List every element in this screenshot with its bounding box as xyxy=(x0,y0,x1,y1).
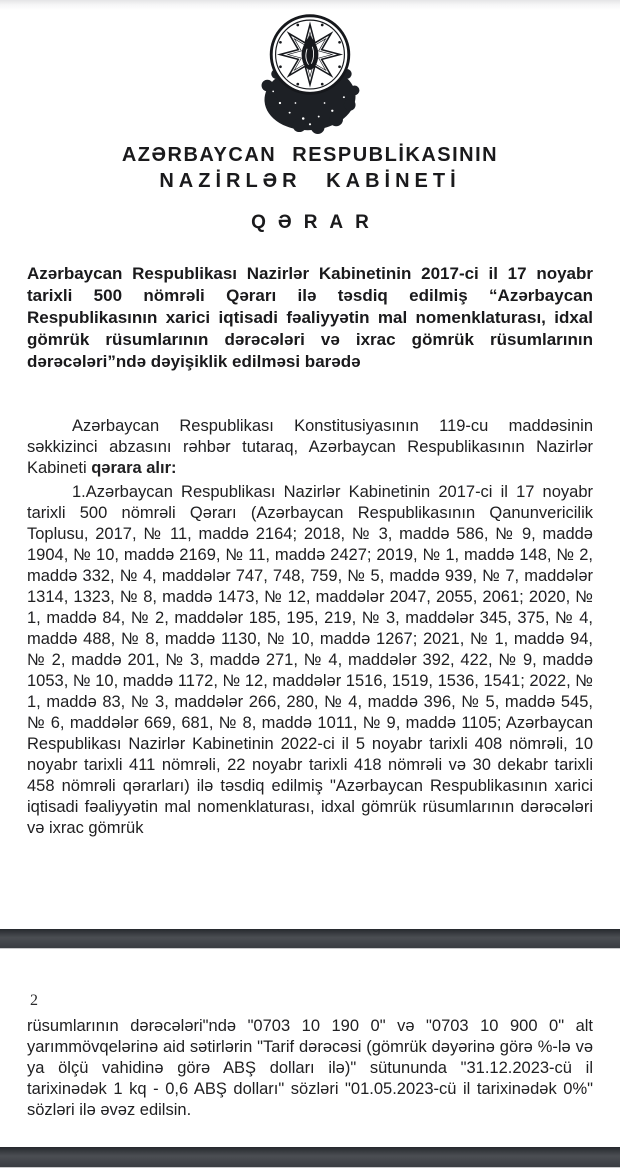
page-separator xyxy=(0,929,620,949)
item-1-continuation-paragraph: rüsumlarının dərəcələri"ndə "0703 10 190 0" və "0703 10 900 0" alt yarımmövqelərinə aid sətirlərin "Tarif dərəcəsi (gömrük dəyərinə görə %-lə və ya ölçü vahidinə görə ABŞ dolları ilə)" sütununda "31.12.2023-cü il tarixinədək 1 kq - 0,6 ABŞ dolları" sözləri "01.05.2023-cü il tarixinədək 0%" sözləri ilə əvəz edilsin. xyxy=(27,1017,593,1119)
page-separator-bottom xyxy=(0,1147,620,1168)
org-name-line1: AZƏRBAYCAN RESPUBLİKASININ xyxy=(121,144,499,166)
document-title: Azərbaycan Respublikası Nazirlər Kabinetinin 2017-ci il 17 noyabr tarixli 500 nömrəli Qərarı ilə təsdiq edilmiş “Azərbaycan Respublikasının xarici iqtisadi fəaliyyətin mal nomenklaturası, idxal gömrük rüsumlarının dərəcələri və ixrac gömrük rüsumlarının dərəcələri”ndə dəyişiklik edilməsi barədə xyxy=(27,264,593,371)
org-name-line2: NAZİRLƏR KABİNETİ xyxy=(159,170,461,192)
preamble-paragraph xyxy=(27,416,593,479)
page-number: 2 xyxy=(30,992,38,1009)
preamble-decision-phrase: qərara alır: xyxy=(91,459,177,477)
document-type-heading: QƏRAR xyxy=(251,212,381,233)
preamble-text: Azərbaycan Respublikası Konstitusiyasının 119-cu maddəsinin səkkizinci abzasını rəhbər tutaraq, Azərbaycan Respublikasının Nazirlər Kabineti xyxy=(27,417,593,477)
state-emblem-graphic xyxy=(256,8,364,134)
azerbaijan-state-emblem-icon xyxy=(256,8,364,134)
item-1-paragraph: 1.Azərbaycan Respublikası Nazirlər Kabinetinin 2017-ci il 17 noyabr tarixli 500 nömrəli Qərarı (Azərbaycan Respublikasının Qanunvericilik Toplusu, 2017, № 11, maddə 2164; 2018, № 3, maddə 586, № 9, maddə 1904, № 10, maddə 2169, № 11, maddə 2427; 2019, № 1, maddə 148, № 2, maddə 332, № 4, maddələr 747, 748, 759, № 5, maddə 939, № 7, maddələr 1314, 1323, № 8, maddə 1473, № 12, maddələr 2047, 2055, 2061; 2020, № 1, maddə 84, № 2, maddələr 185, 195, 219, № 3, maddələr 345, 375, № 4, maddə 488, № 8, maddə 1130, № 10, maddə 1267; 2021, № 1, maddə 94, № 2, maddə 201, № 3, maddə 271, № 4, maddələr 392, 422, № 9, maddə 1053, № 10, maddə 1172, № 12, maddələr 1516, 1519, 1536, 1541; 2022, № 1, maddə 83, № 3, maddələr 266, 280, № 4, maddə 396, № 5, maddə 545, № 6, maddələr 669, 681, № 8, maddə 1011, № 9, maddə 1105; Azərbaycan Respublikası Nazirlər Kabinetinin 2022-ci il 5 noyabr tarixli 408 nömrəli, 10 noyabr tarixli 411 nömrəli, 22 noyabr tarixli 418 nömrəli və 30 dekabr tarixli 458 nömrəli qərarları) ilə təsdiq edilmiş "Azərbaycan Respublikasının xarici iqtisadi fəaliyyətin mal nomenklaturası, idxal gömrük rüsumlarının dərəcələri və ixrac gömrük xyxy=(27,483,593,837)
